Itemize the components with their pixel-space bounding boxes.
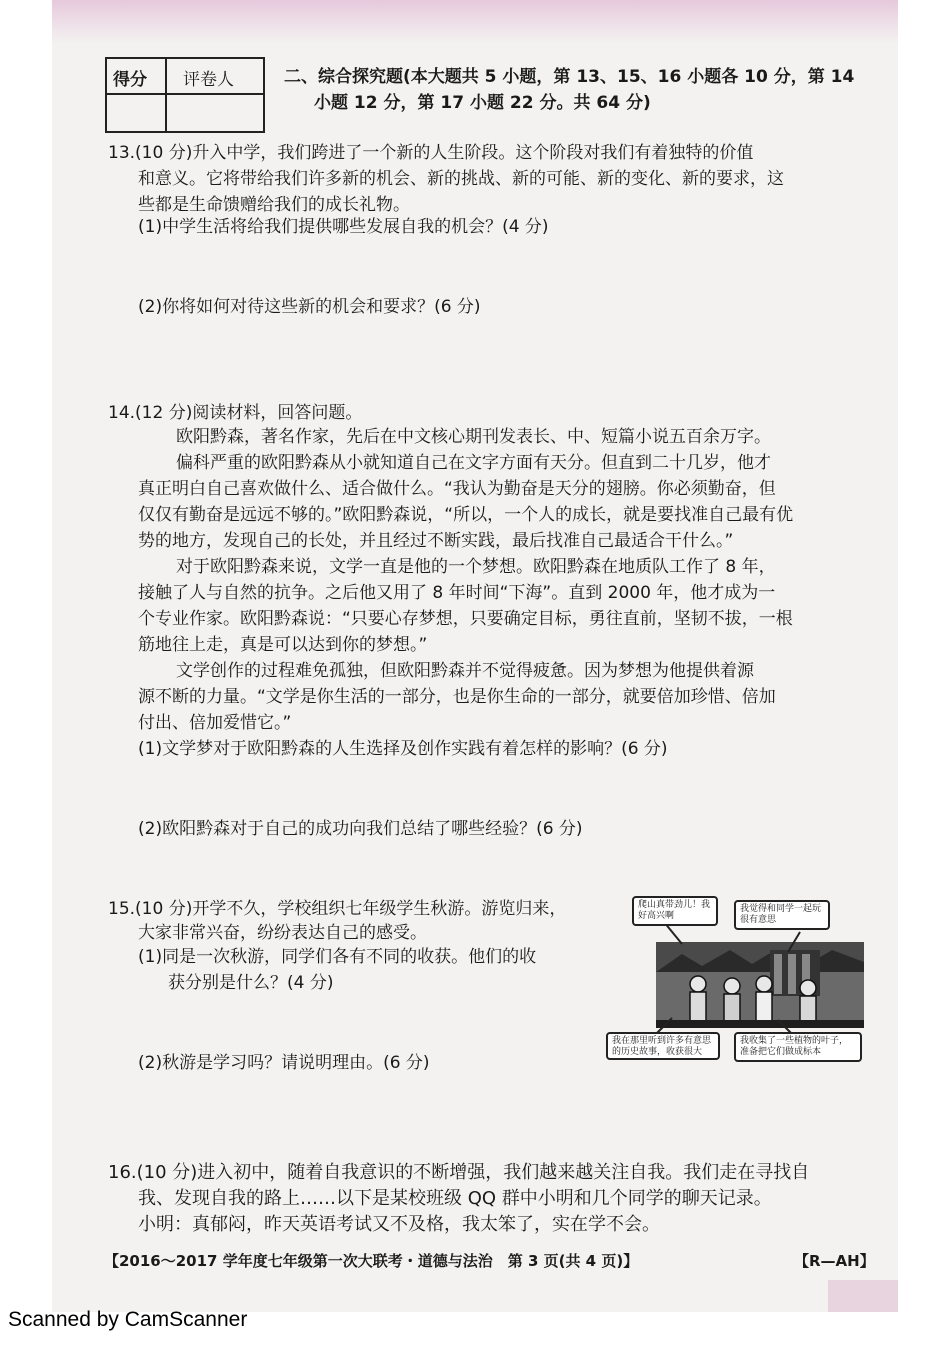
speech-bubble-top-right: 我觉得和同学一起玩很有意思: [734, 900, 830, 930]
q14-p4-1: 文学创作的过程难免孤独，但欧阳黔森并不觉得疲惫。因为梦想为他提供着源: [176, 661, 754, 681]
q14-p3-1: 对于欧阳黔森来说，文学一直是他的一个梦想。欧阳黔森在地质队工作了 8 年，: [176, 557, 776, 577]
speech-bubble-bottom-left: 我在那里听到许多有意思的历史故事，收获很大: [606, 1032, 720, 1060]
section-title-line1: 二、综合探究题(本大题共 5 小题，第 13、15、16 小题各 10 分，第 14: [284, 67, 855, 87]
q14-p3-3: 个专业作家。欧阳黔森说：“只要心存梦想，只要确定目标，勇往直前，坚韧不拔，一根: [138, 609, 793, 629]
q13-line2: 和意义。它将带给我们许多新的机会、新的挑战、新的可能、新的变化、新的要求，这: [138, 169, 784, 189]
q16-line1: 16.(10 分)进入初中，随着自我意识的不断增强，我们越来越关注自我。我们走在寻找自: [108, 1162, 810, 1183]
page-footer: 【2016～2017 学年度七年级第一次大联考・道德与法治 第 3 页(共 4 页)】: [104, 1252, 639, 1270]
q13-line1: 13.(10 分)升入中学，我们跨进了一个新的人生阶段。这个阶段对我们有着独特的价值: [108, 143, 754, 163]
q14-p3-4: 筋地往上走，真是可以达到你的梦想。”: [138, 635, 428, 655]
speech-bubble-bottom-right: 我收集了一些植物的叶子，准备把它们做成标本: [734, 1032, 862, 1062]
q14-p2-1: 偏科严重的欧阳黔森从小就知道自己在文字方面有天分。但直到二十几岁，他才: [176, 453, 771, 473]
speech-bubble-top-left: 爬山真带劲儿！我好高兴啊: [632, 896, 718, 926]
q14-p3-2: 接触了人与自然的抗争。之后他又用了 8 年时间“下海”。直到 2000 年，他才成为一: [138, 583, 776, 603]
q14-p2-3: 仅仅有勤奋是远远不够的。”欧阳黔森说，“所以，一个人的成长，就是要找准自己最有优: [138, 505, 794, 525]
scanner-watermark: Scanned by CamScanner: [8, 1308, 248, 1331]
q14-p2-4: 势的地方，发现自己的长处，并且经过不断实践，最后找准自己最适合干什么。”: [138, 531, 734, 551]
q14-p4-3: 付出、倍加爱惜它。”: [138, 713, 292, 733]
q16-line3: 小明：真郁闷，昨天英语考试又不及格，我太笨了，实在学不会。: [138, 1214, 660, 1235]
q14-p4-2: 源不断的力量。“文学是你生活的一部分，也是你生命的一部分，就要倍加珍惜、倍加: [138, 687, 776, 707]
q14-line1: 14.(12 分)阅读材料，回答问题。: [108, 403, 363, 423]
q13-sub1: (1)中学生活将给我们提供哪些发展自我的机会？(4 分): [138, 217, 549, 237]
q16-line2: 我、发现自我的路上……以下是某校班级 QQ 群中小明和几个同学的聊天记录。: [138, 1188, 772, 1209]
q13-sub2: (2)你将如何对待这些新的机会和要求？(6 分): [138, 297, 481, 317]
q14-sub1: (1)文学梦对于欧阳黔森的人生选择及创作实践有着怎样的影响？(6 分): [138, 739, 668, 759]
page-edge-tint: [52, 0, 898, 44]
q14-p2-2: 真正明白自己喜欢做什么、适合做什么。“我认为勤奋是天分的翅膀。你必须勤奋，但: [138, 479, 776, 499]
score-label: 得分: [113, 70, 147, 90]
autumn-trip-comic: [602, 892, 866, 1070]
q14-p1: 欧阳黔森，著名作家，先后在中文核心期刊发表长、中、短篇小说五百余万字。: [176, 427, 771, 447]
q15-line1: 15.(10 分)开学不久，学校组织七年级学生秋游。游览归来，: [108, 899, 567, 919]
q15-sub1-1: (1)同是一次秋游，同学们各有不同的收获。他们的收: [138, 947, 537, 967]
page-code: 【R—AH】: [794, 1252, 875, 1270]
page-corner-tint: [828, 1280, 898, 1312]
q15-line2: 大家非常兴奋，纷纷表达自己的感受。: [138, 923, 427, 943]
q15-sub1-2: 获分别是什么？(4 分): [168, 973, 334, 993]
grader-label: 评卷人: [183, 70, 234, 90]
score-table: [105, 57, 265, 133]
q14-sub2: (2)欧阳黔森对于自己的成功向我们总结了哪些经验？(6 分): [138, 819, 583, 839]
q15-sub2: (2)秋游是学习吗？请说明理由。(6 分): [138, 1053, 430, 1073]
q13-line3: 些都是生命馈赠给我们的成长礼物。: [138, 195, 410, 215]
section-title-line2: 小题 12 分，第 17 小题 22 分。共 64 分): [314, 93, 651, 113]
